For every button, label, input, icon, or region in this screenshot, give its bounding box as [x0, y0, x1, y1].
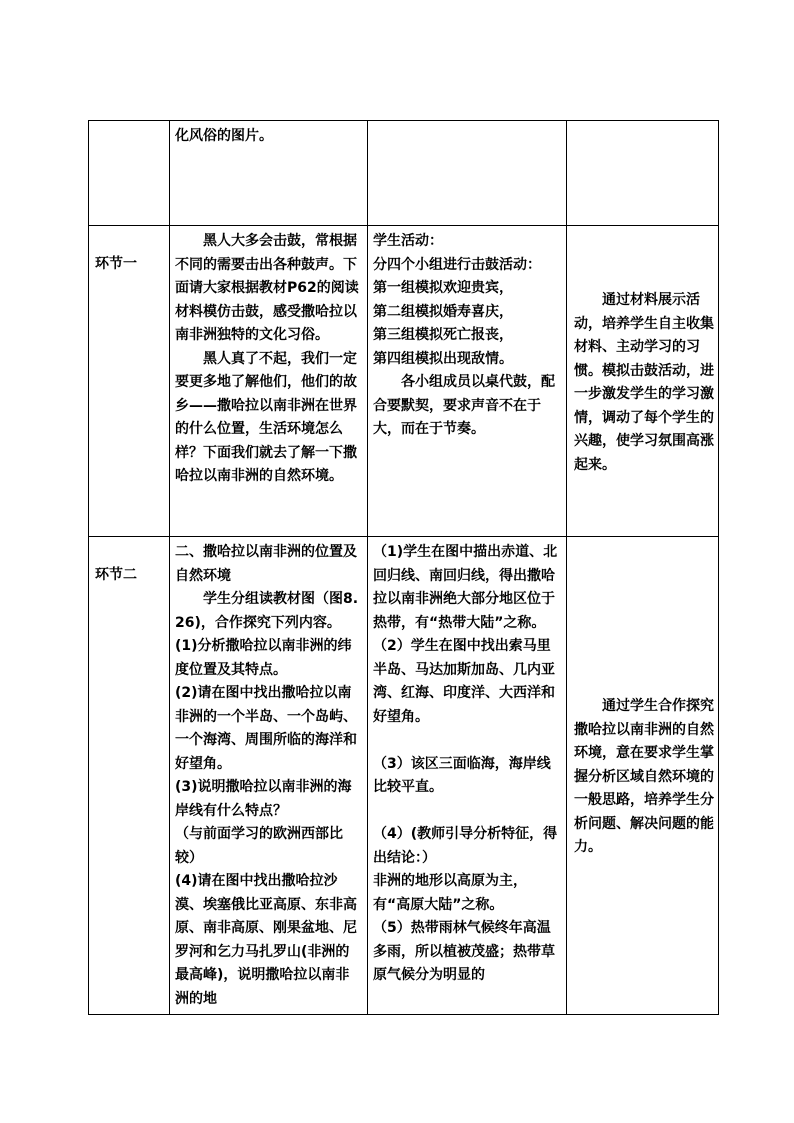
teacher-activity-cell — [170, 537, 368, 1015]
teacher-activity-cell — [170, 226, 368, 537]
stage-cell — [89, 537, 170, 1015]
student-activity-text — [368, 121, 566, 125]
table-row — [89, 121, 719, 226]
student-activity-cell — [368, 121, 567, 226]
design-intent-text: 通过学生合作探究撒哈拉以南非洲的自然环境，意在要求学生掌握分析区域自然环境的一般思路，培养学生分析问题、解决问题的能力。 — [574, 698, 714, 856]
stage-label: 环节一 — [95, 256, 137, 272]
design-intent-cell — [567, 537, 719, 1015]
stage-cell — [89, 226, 170, 537]
design-intent-cell — [567, 121, 719, 226]
teacher-activity-text: 二、撒哈拉以南非洲的位置及自然环境 学生分组读教材图（图8.26)，合作探究下列内容。 (1)分析撒哈拉以南非洲的纬度位置及其特点。 (2)请在图中找出撒哈拉以南非洲的一个半岛、一个岛屿、一个海湾、周围所临的海洋和好望角。 (3)说明撒哈拉以南非洲的海岸线有什么特点？ （与前面学习的欧洲西部比较） (4)请在图中找出撒哈拉沙漠、埃塞俄比亚高原、东非高原、南非高原、刚果盆地、尼罗河和乞力马扎罗山(非洲的最高峰)，说明撒哈拉以南非洲的地 — [175, 544, 359, 1007]
stage-label: 环节二 — [95, 567, 137, 583]
teacher-activity-text: 化风俗的图片。 — [175, 128, 273, 144]
student-activity-text: （1)学生在图中描出赤道、北回归线、南回归线，得出撒哈拉以南非洲绝大部分地区位于热带，有“热带大陆”之称。 （2）学生在图中找出索马里半岛、马达加斯加岛、几内亚湾、红海、印度洋、大西洋和好望角。 （3）该区三面临海，海岸线比较平直。 （4）(教师引导分析特征，得出结论：） 非洲的地形以高原为主，有“高原大陆”之称。 （5）热带雨林气候终年高温多雨，所以植被茂盛；热带草原气候分为明显的 — [373, 544, 558, 983]
design-intent-cell — [567, 226, 719, 537]
teacher-activity-text: 黑人大多会击鼓，常根据不同的需要击出各种鼓声。下面请大家根据教材P62的阅读材料模仿击鼓，感受撒哈拉以南非洲独特的文化习俗。 黑人真了不起，我们一定要更多地了解他们，他们的故乡——撒哈拉以南非洲在世界的什么位置，生活环境怎么样？下面我们就去了解一下撒哈拉以南非洲的自然环境。 — [175, 233, 359, 484]
design-intent-text — [567, 121, 718, 125]
table-row — [89, 226, 719, 537]
stage-label — [89, 121, 169, 148]
table-row — [89, 537, 719, 1015]
student-activity-cell — [368, 226, 567, 537]
lesson-plan-table — [88, 120, 719, 1015]
teacher-activity-cell — [170, 121, 368, 226]
student-activity-cell — [368, 537, 567, 1015]
design-intent-text: 通过材料展示活动，培养学生自主收集材料、主动学习的习惯。模拟击鼓活动，进一步激发学生的学习激情，调动了每个学生的兴趣，使学习氛围高涨起来。 — [574, 292, 714, 473]
stage-cell — [89, 121, 170, 226]
student-activity-text: 学生活动： 分四个小组进行击鼓活动： 第一组模拟欢迎贵宾， 第二组模拟婚寿喜庆， 第三组模拟死亡报丧， 第四组模拟出现敌情。 各小组成员以桌代鼓，配合要默契，要求声音不在于大，而在于节奏。 — [373, 233, 555, 437]
